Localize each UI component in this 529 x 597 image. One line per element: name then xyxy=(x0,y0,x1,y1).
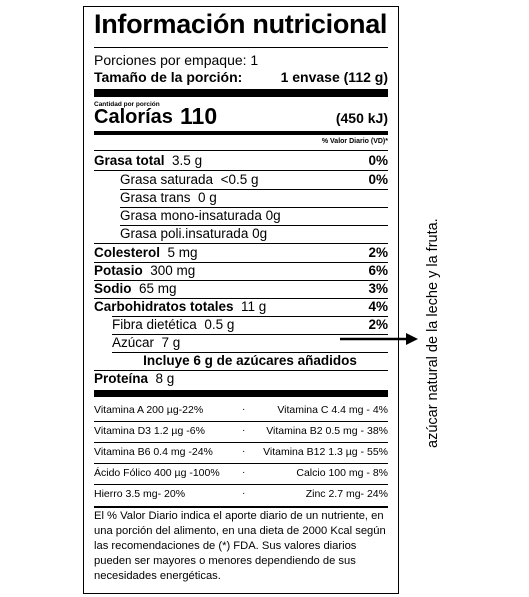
vitamin-separator: · xyxy=(242,425,246,436)
servings-per-container: Porciones por empaque: 1 xyxy=(94,52,259,68)
divider xyxy=(94,243,388,244)
vitamin-right: Calcio 100 mg - 8% xyxy=(296,467,388,479)
vitamin-right: Vitamina C 4.4 mg - 4% xyxy=(277,404,388,416)
divider xyxy=(94,463,388,464)
footnote: El % Valor Diario indica el aporte diario de un nutriente, en una porción del alimento, en una dieta de 2000 Kcal según las recomendaciones de (*) FDA. Sus valores diarios pueden ser mayores o menores dependiendo de sus necesidades energéticas. xyxy=(94,510,386,582)
vitamin-right: Vitamina B12 1.3 µg - 55% xyxy=(263,446,388,458)
vitamin-left: Hierro 3.5 mg- 20% xyxy=(94,488,186,500)
vitamin-separator: · xyxy=(242,467,246,478)
dv-potassium: 6% xyxy=(368,263,388,278)
vitamin-right: Vitamina B2 0.5 mg - 38% xyxy=(266,425,388,437)
divider xyxy=(94,484,388,485)
dv-carbohydrates: 4% xyxy=(368,299,388,314)
nutrition-facts-panel xyxy=(83,6,399,594)
vitamin-right: Zinc 2.7 mg- 24% xyxy=(305,488,388,500)
dv-cholesterol: 2% xyxy=(368,245,388,260)
divider xyxy=(94,150,388,151)
divider xyxy=(94,170,388,171)
nutrient-row-saturated-fat: Grasa saturada <0.5 g xyxy=(120,172,259,187)
nutrient-row-added-sugars: Incluye 6 g de azúcares añadidos xyxy=(143,353,357,368)
divider xyxy=(94,47,388,48)
divider xyxy=(94,506,388,508)
nutrient-row-sugar: Azúcar 7 g xyxy=(112,335,181,350)
vitamin-separator: · xyxy=(242,488,246,499)
divider xyxy=(94,442,388,443)
nutrient-row-cholesterol: Colesterol 5 mg xyxy=(94,245,198,260)
vitamin-left: Ácido Fólico 400 µg -100% xyxy=(94,467,220,479)
nutrient-row-total-fat: Grasa total 3.5 g xyxy=(94,153,203,168)
vitamin-left: Vitamina A 200 µg-22% xyxy=(94,404,204,416)
energy-kj: (450 kJ) xyxy=(335,110,388,126)
dv-saturated-fat: 0% xyxy=(368,172,388,187)
thick-divider xyxy=(94,89,388,97)
serving-size-label: Tamaño de la porción: xyxy=(94,69,243,85)
vitamin-left: Vitamina B6 0.4 mg -24% xyxy=(94,446,213,458)
vitamin-separator: · xyxy=(242,446,246,457)
nutrient-row-trans-fat: Grasa trans 0 g xyxy=(120,190,217,205)
divider xyxy=(94,421,388,422)
daily-value-header: % Valor Diario (VD)* xyxy=(321,138,388,145)
calories-label: Calorías xyxy=(94,106,173,128)
arrow-right-icon xyxy=(340,332,420,346)
nutrient-row-fiber: Fibra dietética 0.5 g xyxy=(112,317,235,332)
nutrient-row-carbohydrates: Carbohidratos totales 11 g xyxy=(94,299,267,314)
nutrient-row-protein: Proteína 8 g xyxy=(94,371,175,386)
nutrient-row-mono-fat: Grasa mono-insaturada 0g xyxy=(120,208,281,223)
serving-size-value: 1 envase (112 g) xyxy=(280,69,388,85)
dv-fiber: 2% xyxy=(368,317,388,332)
calories-value: 110 xyxy=(180,103,218,129)
dv-sodium: 3% xyxy=(368,281,388,296)
vitamin-left: Vitamina D3 1.2 µg -6% xyxy=(94,425,205,437)
vitamin-separator: · xyxy=(242,404,246,415)
nutrient-row-poly-fat: Grasa poli.insaturada 0g xyxy=(120,226,268,241)
dv-total-fat: 0% xyxy=(368,153,388,168)
side-note: azúcar natural de la leche y la fruta. xyxy=(425,218,441,448)
nutrient-row-potassium: Potasio 300 mg xyxy=(94,263,196,278)
medium-divider xyxy=(94,131,388,135)
amount-per-serving: Cantidad por porción xyxy=(94,101,160,108)
thick-divider xyxy=(94,390,388,397)
nutrient-row-sodium: Sodio 65 mg xyxy=(94,281,177,296)
panel-title: Información nutricional xyxy=(94,9,388,39)
